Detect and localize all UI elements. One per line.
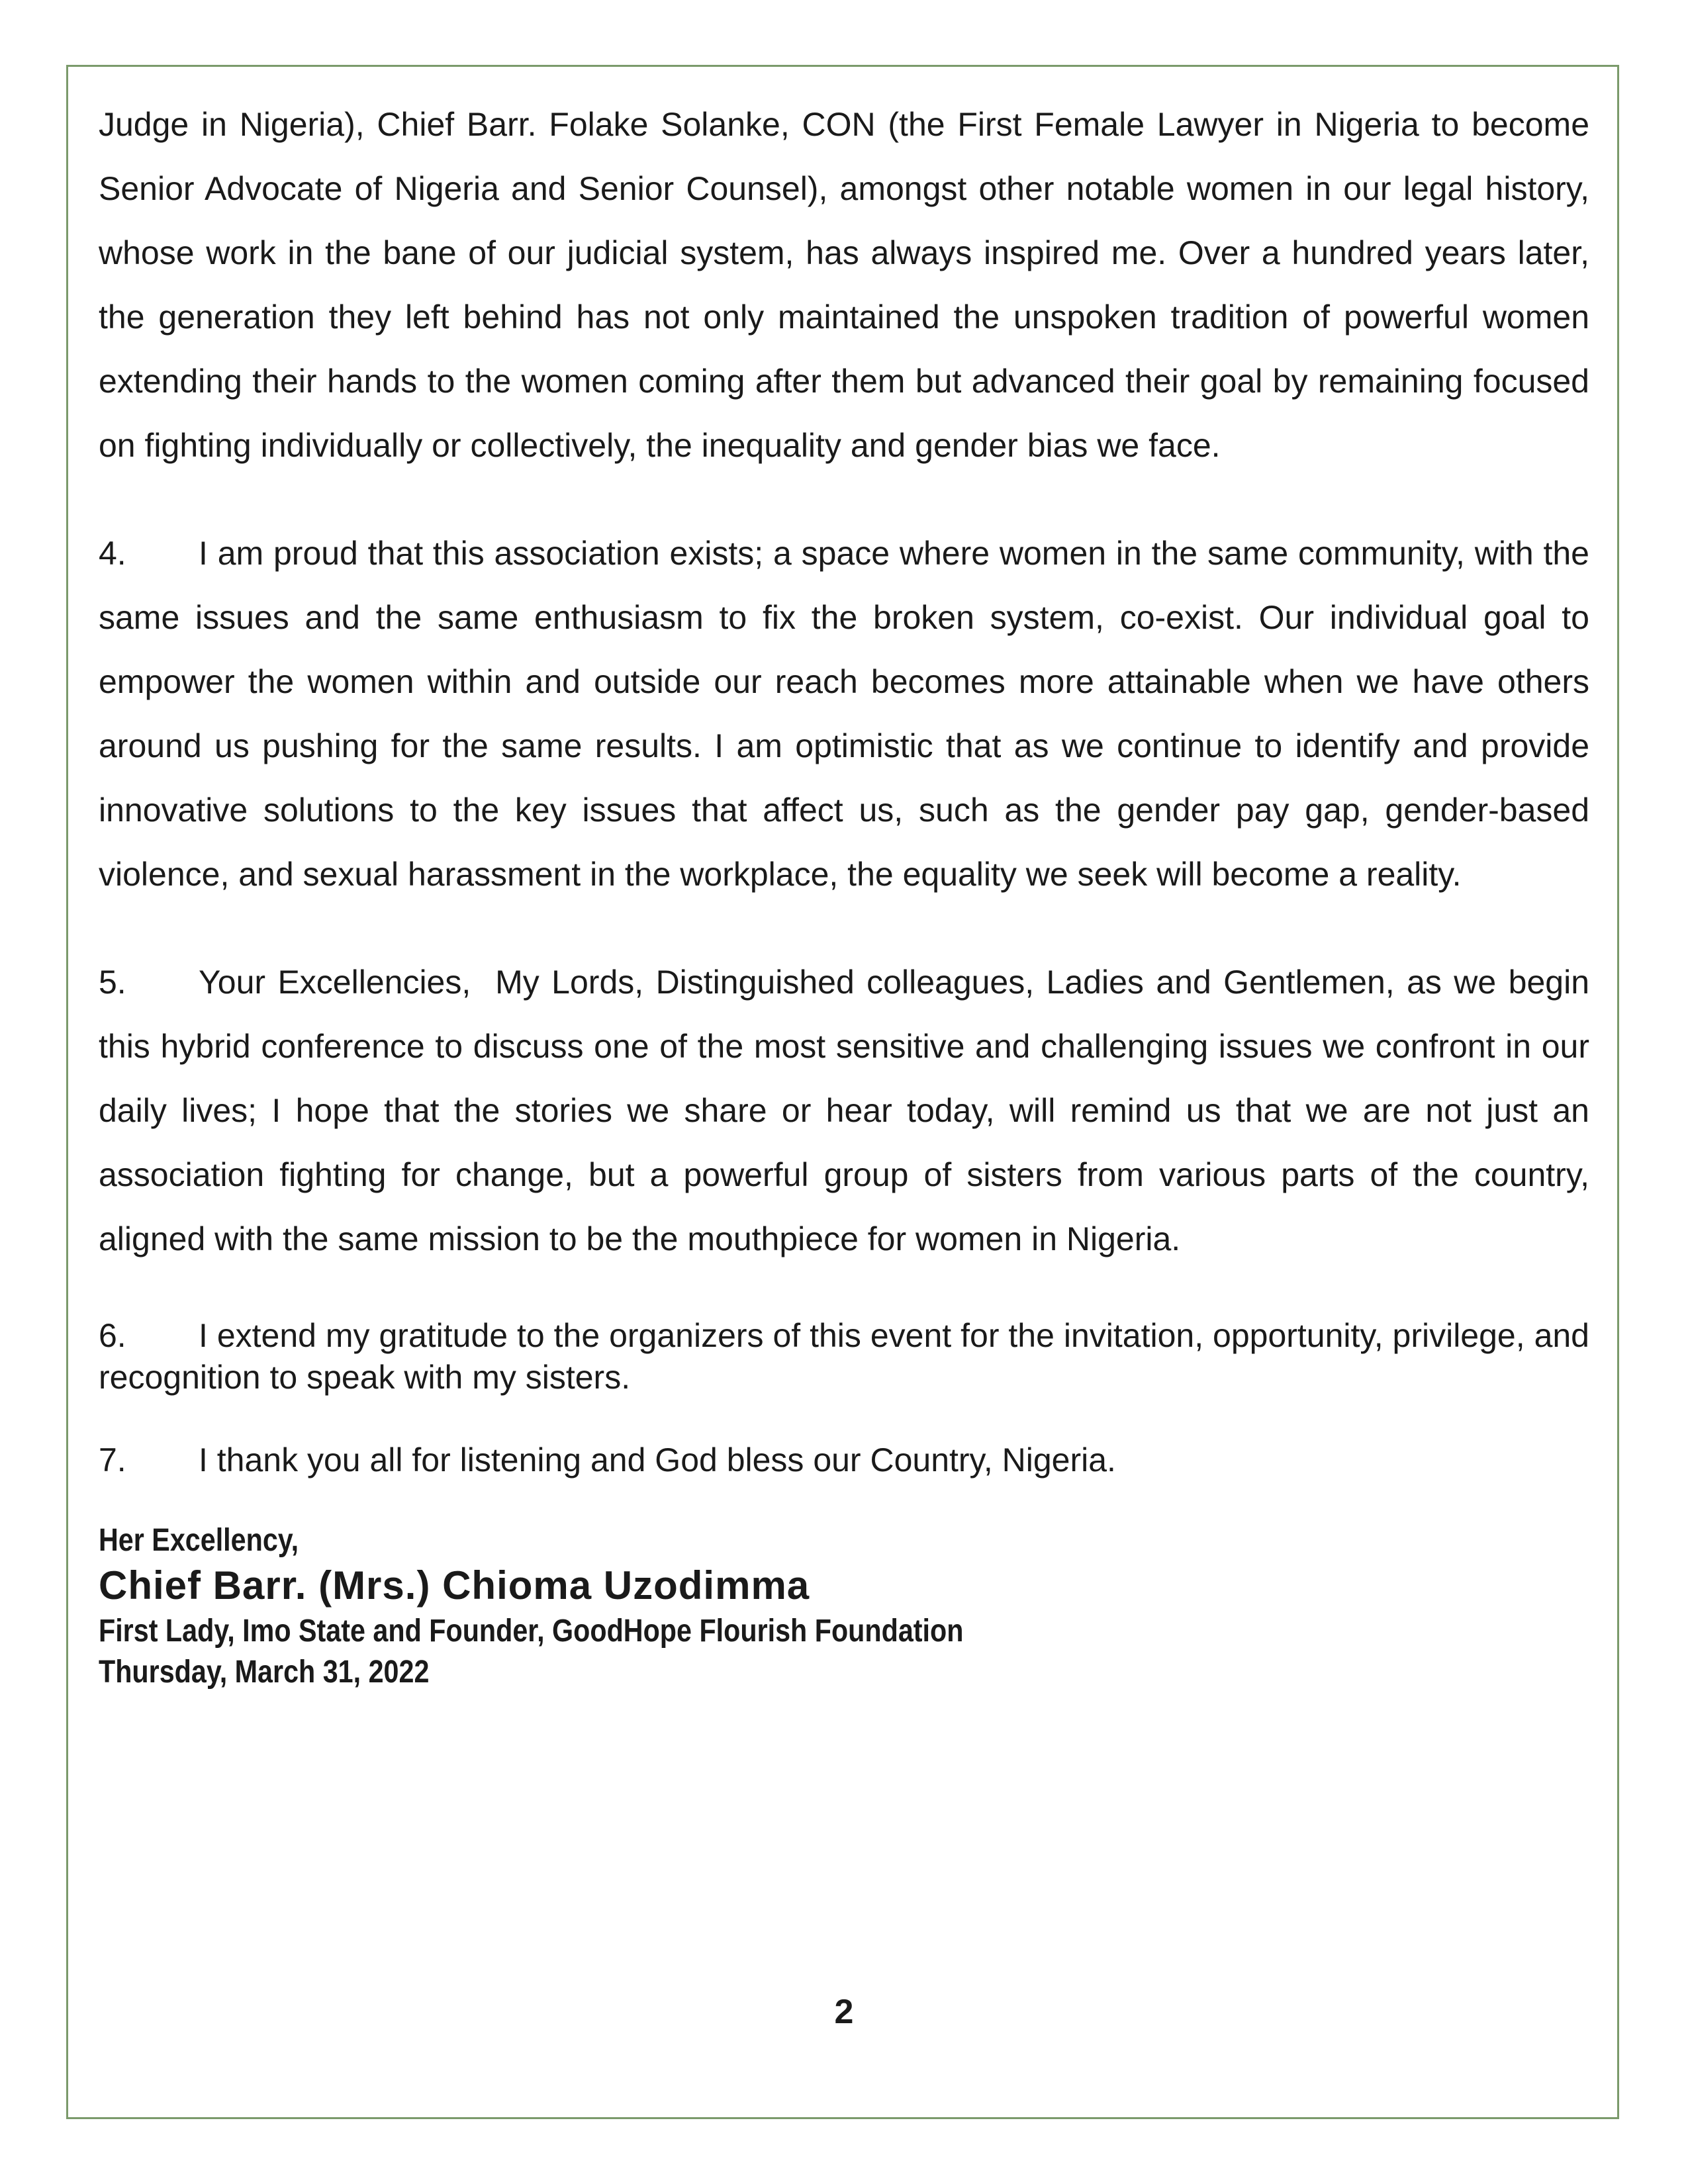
paragraph-number: 5. bbox=[99, 964, 126, 1001]
paragraph-number: 4. bbox=[99, 535, 126, 572]
paragraph-text: Your Excellencies, My Lords, Distinguished colleagues, Ladies and Gentlemen, as we begin this hybrid conference to discuss one of the most sensitive and challenging issues we confront in our daily lives; I hope that the stories we share or hear today, will remind us that we are not just an association fighting for change, but a powerful group of sisters from various parts of the country, aligned with the same mission to be the mouthpiece for women in Nigeria. bbox=[99, 964, 1599, 1257]
paragraph-number: 6. bbox=[99, 1317, 126, 1354]
paragraph-text: I extend my gratitude to the organizers of this event for the invitation, opportunity, privilege, and recognition to speak with my sisters. bbox=[99, 1317, 1589, 1396]
signature-name: Chief Barr. (Mrs.) Chioma Uzodimma bbox=[99, 1563, 810, 1608]
paragraph-continued: Judge in Nigeria), Chief Barr. Folake Solanke, CON (the First Female Lawyer in Nigeria to become Senior Advocate of Nigeria and Senior Counsel), amongst other notable women in our legal history, whose work in the bane of our judicial system, has always inspired me. Over a hundred years later, the generation they left behind has not only maintained the unspoken tradition of powerful women extending their hands to the women coming after them but advanced their goal by remaining focused on fighting individually or collectively, the inequality and gender bias we face. bbox=[99, 106, 1589, 464]
paragraph-5 bbox=[99, 950, 1599, 1271]
paragraph-7 bbox=[99, 1439, 1589, 1481]
signature-date: Thursday, March 31, 2022 bbox=[99, 1655, 430, 1690]
paragraph-number: 7. bbox=[99, 1441, 126, 1479]
paragraph-text: I thank you all for listening and God bless our Country, Nigeria. bbox=[199, 1441, 1116, 1479]
paragraph-6 bbox=[99, 1315, 1589, 1398]
paragraph-4 bbox=[99, 522, 1589, 907]
page-number: 2 bbox=[834, 1993, 854, 2031]
signature-block bbox=[99, 1521, 1589, 1693]
signature-title: First Lady, Imo State and Founder, GoodHope Flourish Foundation bbox=[99, 1614, 964, 1649]
paragraph-text: I am proud that this association exists; a space where women in the same community, with the same issues and the same enthusiasm to fix the broken system, co-exist. Our individual goal to empower the women within and outside our reach becomes more attainable when we have others around us pushing for the same results. I am optimistic that as we continue to identify and provide innovative solutions to the key issues that affect us, such as the gender pay gap, gender-based violence, and sexual harassment in the workplace, the equality we seek will become a reality. bbox=[99, 535, 1589, 893]
document-body bbox=[99, 93, 1599, 1693]
signature-salutation: Her Excellency, bbox=[99, 1523, 299, 1558]
